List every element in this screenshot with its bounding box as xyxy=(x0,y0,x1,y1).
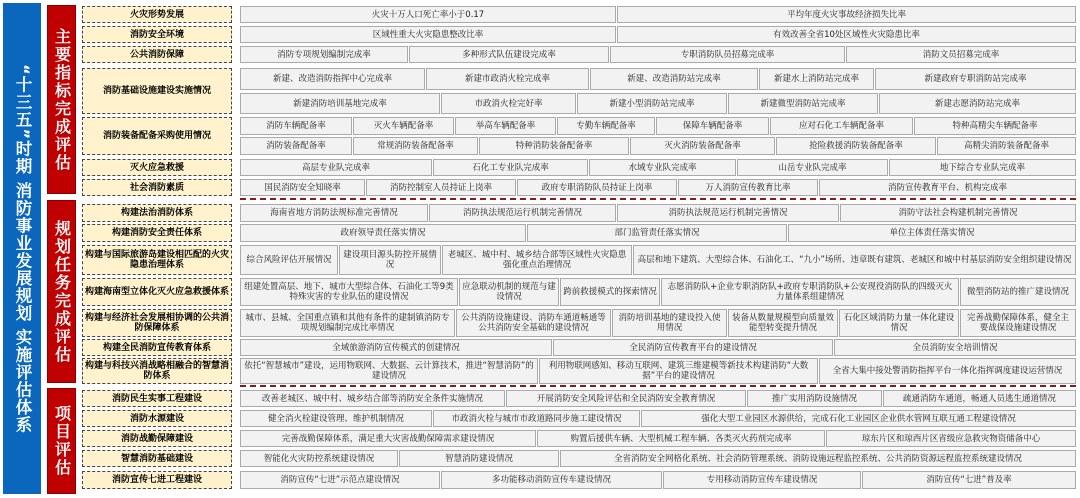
project-cell: 疏通消防车通道，畅通人员逃生通道情况 xyxy=(883,390,1076,407)
indicator-cell: 地下综合专业队完成率 xyxy=(889,159,1076,176)
task-cell: 志愿消防队+企业专职消防队+政府专职消防队+公安现役消防队的四级灭火力量体系组建情况 xyxy=(661,278,959,306)
row-label: 构建法治消防体系 xyxy=(82,204,232,222)
indicator-cell: 多种形式队伍建设完成率 xyxy=(409,46,609,63)
section-indicators-label: 主要指标完成评估 xyxy=(52,27,72,172)
section-divider xyxy=(240,198,1076,200)
indicator-cell: 新建小型消防站完成率 xyxy=(577,93,727,114)
project-cell: 智能化火灾防控系统建设情况 xyxy=(240,450,398,467)
task-cell: 老城区、城中村、城乡结合部等区域性火灾隐患强化重点治理情况 xyxy=(442,245,632,275)
row-label: 构建与国际旅游岛建设相匹配的火灾隐患治理体系 xyxy=(82,245,232,275)
row-label: 灭火应急救援 xyxy=(82,159,232,176)
task-cell: 城市、县城、全国重点镇和其他有条件的建制镇消防专项规划编制完成比率情况 xyxy=(240,309,455,337)
indicator-cell: 政府专职消防队员持证上岗率 xyxy=(517,179,677,196)
indicator-cell: 区域性重大火灾隐患整改比率 xyxy=(240,26,616,43)
indicator-cell: 火灾十万人口死亡率小于0.17 xyxy=(240,6,616,23)
row-label: 消防战勤保障建设 xyxy=(82,430,232,447)
task-cell: 石化区域消防力量一体化建设情况 xyxy=(839,309,959,337)
task-cell: 高层和地下建筑、大型综合体、石油化工、“九小”场所、违章既有建筑、老城区和城中村基层消防安全组织建设情况 xyxy=(633,245,1076,275)
row-label: 智慧消防基础建设 xyxy=(82,450,232,467)
task-cell: 装备从数量规模型向质量效能型转变提升情况 xyxy=(728,309,838,337)
indicator-cell: 举高车辆配备率 xyxy=(455,117,556,135)
indicator-cell: 新建消防培训基地完成率 xyxy=(240,93,440,114)
indicator-cell: 专职消防队员招募完成率 xyxy=(610,46,845,63)
row-label: 构建海南型立体化灭火应急救援体系 xyxy=(82,278,232,306)
project-cell: 强化大型工业园区水源供给，完成石化工业园区企业供水管网互联互通工程建设情况 xyxy=(641,410,1076,427)
task-cell: 完善战勤保障体系，健全主要战保设施建设情况 xyxy=(960,309,1076,337)
section-divider xyxy=(240,385,1076,387)
task-cell: 政府领导责任落实情况 xyxy=(240,224,526,242)
indicator-cell: 抢险救援消防装备配备率 xyxy=(776,137,936,155)
indicator-cell: 消防专项规划编制完成率 xyxy=(240,46,408,63)
project-cell: 完善战勤保障体系，满足重大灾害战勤保障需求建设情况 xyxy=(240,430,536,447)
project-cell: 消防宣传“七进”示范点建设情况 xyxy=(240,471,440,489)
indicator-cell: 特种高精尖车辆配备率 xyxy=(914,117,1076,135)
task-cell: 综合风险评估开展情况 xyxy=(240,245,338,275)
indicator-cell: 国民消防安全知晓率 xyxy=(240,179,365,196)
indicator-cell: 灭火车辆配备率 xyxy=(353,117,454,135)
indicator-cell: 市政消火栓完好率 xyxy=(441,93,576,114)
row-label: 消防宣传七进工程建设 xyxy=(82,471,232,489)
indicator-cell: 高层专业队完成率 xyxy=(240,159,432,176)
project-cell: 购置后援供车辆、大型机械工程车辆、各类灭火药剂完成率 xyxy=(537,430,825,447)
indicator-cell: 消防文员招募完成率 xyxy=(846,46,1076,63)
indicator-cell: 应对石化工车辆配备率 xyxy=(770,117,913,135)
row-label: 构建与经济社会发展相协调的公共消防保障体系 xyxy=(82,309,232,337)
project-cell: 开展消防安全风险评估和全民消防安全教育情况 xyxy=(506,390,746,407)
task-cell: 消防培训基地的建设投入使用情况 xyxy=(612,309,727,337)
task-cell: 跨前救援模式的探索情况 xyxy=(560,278,660,306)
indicator-cell: 高精尖消防装备配备率 xyxy=(937,137,1076,155)
indicator-cell: 新建微型消防站完成率 xyxy=(728,93,878,114)
indicator-cell: 专勤车辆配备率 xyxy=(557,117,655,135)
task-cell: 建设项目源头防控开展情况 xyxy=(339,245,441,275)
task-cell: 部门监管责任落实情况 xyxy=(527,224,787,242)
indicator-cell: 新建、改造消防指挥中心完成率 xyxy=(240,68,425,90)
task-cell: 消防执法规范运行机制完善情况 xyxy=(429,204,616,222)
indicator-cell: 特种消防装备配备率 xyxy=(479,137,629,155)
project-cell: 琼东片区和琼西片区省级应急救灾物资储备中心 xyxy=(826,430,1076,447)
row-label: 构建消防安全责任体系 xyxy=(82,224,232,242)
task-cell: 单位主体责任落实情况 xyxy=(788,224,1076,242)
indicator-cell: 平均年度火灾事故经济损失比率 xyxy=(617,6,1076,23)
section-projects xyxy=(47,388,76,494)
indicator-cell: 新建水上消防站完成率 xyxy=(759,68,874,90)
project-cell: 消防宣传“七进”普及率 xyxy=(862,471,1076,489)
indicator-cell: 灭火消防装备配备率 xyxy=(630,137,775,155)
indicator-cell: 石化工专业队完成率 xyxy=(433,159,588,176)
indicator-cell: 新建、改造消防站完成率 xyxy=(590,68,758,90)
task-cell: 组建处置高层、地下、城市大型综合体、石油化工等9类特殊灾害的专业队伍的建设情况 xyxy=(240,278,458,306)
indicator-cell: 山岳专业队完成率 xyxy=(737,159,888,176)
row-label: 公共消防保障 xyxy=(82,46,232,63)
section-indicators xyxy=(47,5,76,194)
row-label: 消防基础设施建设实施情况 xyxy=(82,68,232,114)
system-title-text: “十三五”时期 消防事业发展规划 实施评估体系 xyxy=(13,63,32,434)
indicator-cell: 新建政府专职消防站完成率 xyxy=(875,68,1076,90)
indicator-cell: 消防装备配备率 xyxy=(240,137,352,155)
project-cell: 市政消火栓与城市市政道路同步施工建设情况 xyxy=(433,410,640,427)
indicator-cell: 新建志愿消防站完成率 xyxy=(879,93,1076,114)
row-label: 消防水源建设 xyxy=(82,410,232,427)
row-label: 消防民生实事工程建设 xyxy=(82,390,232,407)
indicator-cell: 保障车辆配备率 xyxy=(656,117,769,135)
task-cell: 全民消防宣传教育平台的建设情况 xyxy=(553,339,833,356)
row-label: 消防装备配备采购使用情况 xyxy=(82,117,232,155)
task-cell: 公共消防设施建设、消防车通道畅通等公共消防安全基础的建设情况 xyxy=(456,309,611,337)
task-cell: 全员消防安全培训情况 xyxy=(834,339,1076,356)
task-cell: 全域旅游消防宣传模式的创建情况 xyxy=(240,339,552,356)
row-label: 构建全民消防宣传教育体系 xyxy=(82,339,232,356)
row-label: 构建与科技兴消战略相融合的智慧消防体系 xyxy=(82,358,232,384)
project-cell: 专用移动消防宣传车建设情况 xyxy=(663,471,861,489)
task-cell: 全省大集中接处警消防指挥平台一体化指挥调度建设运营情况 xyxy=(819,358,1076,384)
system-title xyxy=(3,3,41,494)
indicator-cell: 消防宣传教育平台、机构完成率 xyxy=(819,179,1076,196)
indicator-cell: 消防控制室人员持证上岗率 xyxy=(366,179,516,196)
task-cell: 消防守法社会构建机制完善情况 xyxy=(840,204,1076,222)
row-label: 火灾形势发展 xyxy=(82,6,232,23)
project-cell: 健全消火栓建设管理、维护机制情况 xyxy=(240,410,432,427)
section-tasks xyxy=(47,200,76,383)
indicator-cell: 常规消防装备配备率 xyxy=(353,137,478,155)
task-cell: 应急联动机制的规范与建设情况 xyxy=(459,278,559,306)
indicator-cell: 有效改善全省10处区域性火灾隐患比率 xyxy=(617,26,1076,43)
section-tasks-label: 规划任务完成评估 xyxy=(52,219,72,364)
section-projects-label: 项目评估 xyxy=(52,405,72,477)
task-cell: 利用物联网感知、移动互联网、建筑三维建模等新技术构建消防“大数据”平台的建设情况 xyxy=(539,358,818,384)
task-cell: 依托“智慧城市”建设，运用物联网、大数据、云计算技术，推进“智慧消防”的建设情况 xyxy=(240,358,538,384)
project-cell: 推广实用消防设施情况 xyxy=(747,390,882,407)
task-cell: 微型消防站的推广建设情况 xyxy=(960,278,1076,306)
indicator-cell: 水域专业队完成率 xyxy=(589,159,736,176)
row-label: 社会消防素质 xyxy=(82,179,232,196)
indicator-cell: 新建市政消火栓完成率 xyxy=(426,68,589,90)
project-cell: 全省消防安全网格化系统、社会消防管理系统、消防设施远程监控系统、公共消防资源远程监控系统建设情况 xyxy=(560,450,1076,467)
task-cell: 消防执法规范运行机制完善情况 xyxy=(617,204,839,222)
row-label: 消防安全环境 xyxy=(82,26,232,43)
project-cell: 改善老城区、城中村、城乡结合部等消防安全条件实施情况 xyxy=(240,390,505,407)
indicator-cell: 消防车辆配备率 xyxy=(240,117,352,135)
indicator-cell: 万人消防宣传教育比率 xyxy=(678,179,818,196)
project-cell: 智慧消防建设情况 xyxy=(399,450,559,467)
task-cell: 海南省地方消防法规标准完善情况 xyxy=(240,204,428,222)
project-cell: 多功能移动消防宣传车建设情况 xyxy=(441,471,662,489)
